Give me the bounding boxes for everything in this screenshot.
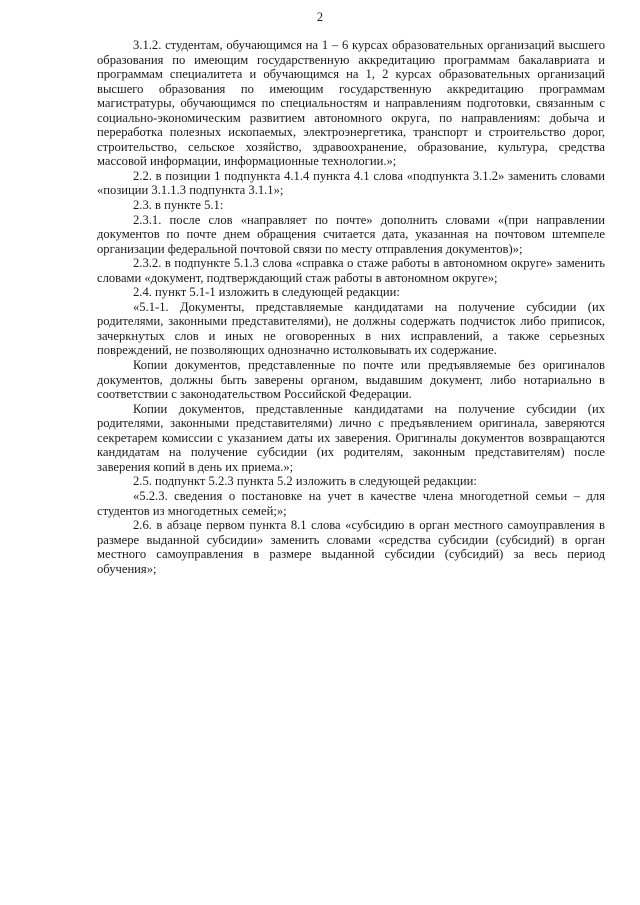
paragraph-copies-in-person: Копии документов, представленные кандидатами на получение субсидии (их родителями, законными представителями) лично с предъявлением оригинала, заверяются секретарем комиссии с указанием даты их заверения. Оригиналы документов возвращаются кандидатам на получение субсидии (их родителям, законным представителям) после заверения копий в день их приема.»; xyxy=(97,401,605,474)
paragraph-2-2: 2.2. в позиции 1 подпункта 4.1.4 пункта 4.1 слова «подпункта 3.1.2» заменить словами «позиции 3.1.1.3 подпункта 3.1.1»; xyxy=(97,168,605,198)
document-body xyxy=(97,38,605,576)
paragraph-3-1-2: 3.1.2. студентам, обучающимся на 1 – 6 курсах образовательных организаций высшего образования по имеющим государственную аккредитацию программам бакалавриата и программам специалитета и обучающимся на 1, 2 курсах образовательных организаций высшего образования по имеющим государственную аккредитацию программам магистратуры, обучающимся по специальностям и направлениям подготовки, связанным с социально-экономическим развитием автономного округа, по направлениям: добыча и переработка полезных ископаемых, электроэнергетика, транспорт и строительство дорог, строительство, сельское хозяйство, здравоохранение, образование, культура, средства массовой информации, информационные технологии.»; xyxy=(97,38,605,169)
paragraph-2-5: 2.5. подпункт 5.2.3 пункта 5.2 изложить в следующей редакции: xyxy=(133,474,477,489)
paragraph-5-2-3: «5.2.3. сведения о постановке на учет в качестве члена многодетной семьи – для студентов из многодетных семей;»; xyxy=(97,488,605,518)
paragraph-copies-by-mail: Копии документов, представленные по почте или предъявляемые без оригиналов документов, должны быть заверены органом, выдавшим документ, либо нотариально в соответствии с законодательством Российской Федерации. xyxy=(97,358,605,402)
paragraph-2-3: 2.3. в пункте 5.1: xyxy=(133,198,224,213)
paragraph-2-3-1: 2.3.1. после слов «направляет по почте» дополнить словами «(при направлении документов по почте днем обращения считается дата, указанная на почтовом штемпеле организации федеральной почтовой связи по месту отправления документов)»; xyxy=(97,212,605,256)
paragraph-2-4: 2.4. пункт 5.1-1 изложить в следующей редакции: xyxy=(133,285,400,300)
page-number: 2 xyxy=(316,10,324,24)
paragraph-2-6: 2.6. в абзаце первом пункта 8.1 слова «субсидию в орган местного самоуправления в размере выданной субсидии» заменить словами «средства субсидии (субсидий) в орган местного самоуправления в размере выданной субсидии (субсидий) за весь период обучения»; xyxy=(97,518,605,576)
paragraph-2-3-2: 2.3.2. в подпункте 5.1.3 слова «справка о стаже работы в автономном округе» заменить словами «документ, подтверждающий стаж работы в автономном округе»; xyxy=(97,256,605,285)
paragraph-5-1-1: «5.1-1. Документы, представляемые кандидатами на получение субсидии (их родителями, законными представителями), не должны содержать подчисток либо приписок, зачеркнутых слов и иных не оговоренных в них исправлений, а также серьезных повреждений, не позволяющих однозначно истолковывать их содержание. xyxy=(97,299,605,358)
